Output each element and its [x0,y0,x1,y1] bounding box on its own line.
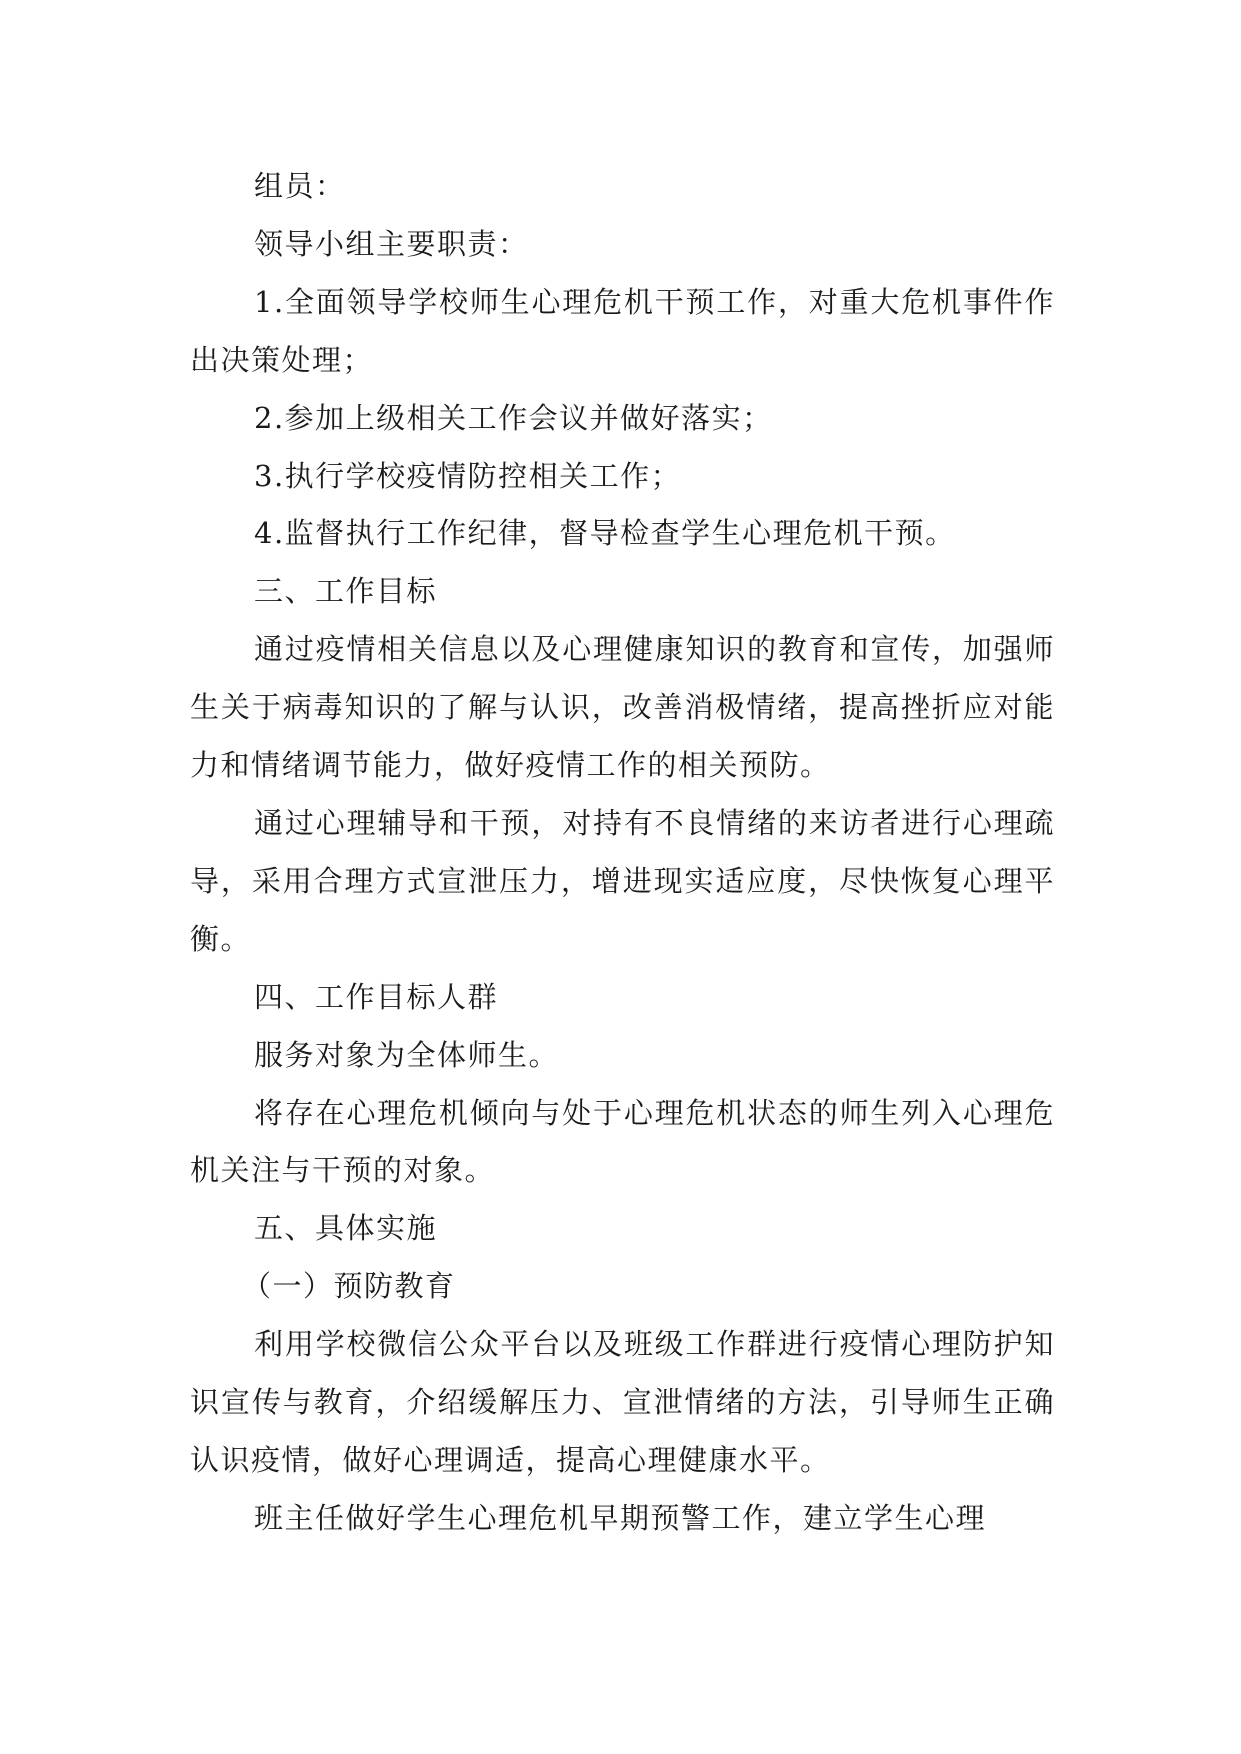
paragraph-prevention-2: 班主任做好学生心理危机早期预警工作，建立学生心理 [254,1500,987,1535]
document-body [190,158,1055,1548]
section-heading-implementation: 五、具体实施 [254,1211,438,1246]
paragraph-target-1: 服务对象为全体师生。 [254,1037,560,1072]
paragraph-duties-heading: 领导小组主要职责： [254,226,529,261]
paragraph-duty-1: 1.全面领导学校师生心理危机干预工作，对重大危机事件作出决策处理； [190,284,1055,377]
paragraph-duty-3: 3.执行学校疫情防控相关工作； [254,458,682,493]
paragraph-duty-2: 2.参加上级相关工作会议并做好落实； [254,400,773,435]
paragraph-duty-4: 4.监督执行工作纪律，督导检查学生心理危机干预。 [254,516,956,551]
section-heading-goals: 三、工作目标 [254,574,438,609]
section-heading-target-group: 四、工作目标人群 [254,979,499,1014]
paragraph-goal-2: 通过心理辅导和干预，对持有不良情绪的来访者进行心理疏导，采用合理方式宣泄压力，增进现实适应度，尽快恢复心理平衡。 [190,805,1055,956]
paragraph-target-2: 将存在心理危机倾向与处于心理危机状态的师生列入心理危机关注与干预的对象。 [190,1095,1055,1188]
paragraph-goal-1: 通过疫情相关信息以及心理健康知识的教育和宣传，加强师生关于病毒知识的了解与认识，改善消极情绪，提高挫折应对能力和情绪调节能力，做好疫情工作的相关预防。 [190,632,1055,783]
paragraph-prevention-1: 利用学校微信公众平台以及班级工作群进行疫情心理防护知识宣传与教育，介绍缓解压力、宣泄情绪的方法，引导师生正确认识疫情，做好心理调适，提高心理健康水平。 [190,1327,1055,1477]
subsection-heading-prevention: （一）预防教育 [242,1269,456,1304]
paragraph-members: 组员： [254,169,346,203]
